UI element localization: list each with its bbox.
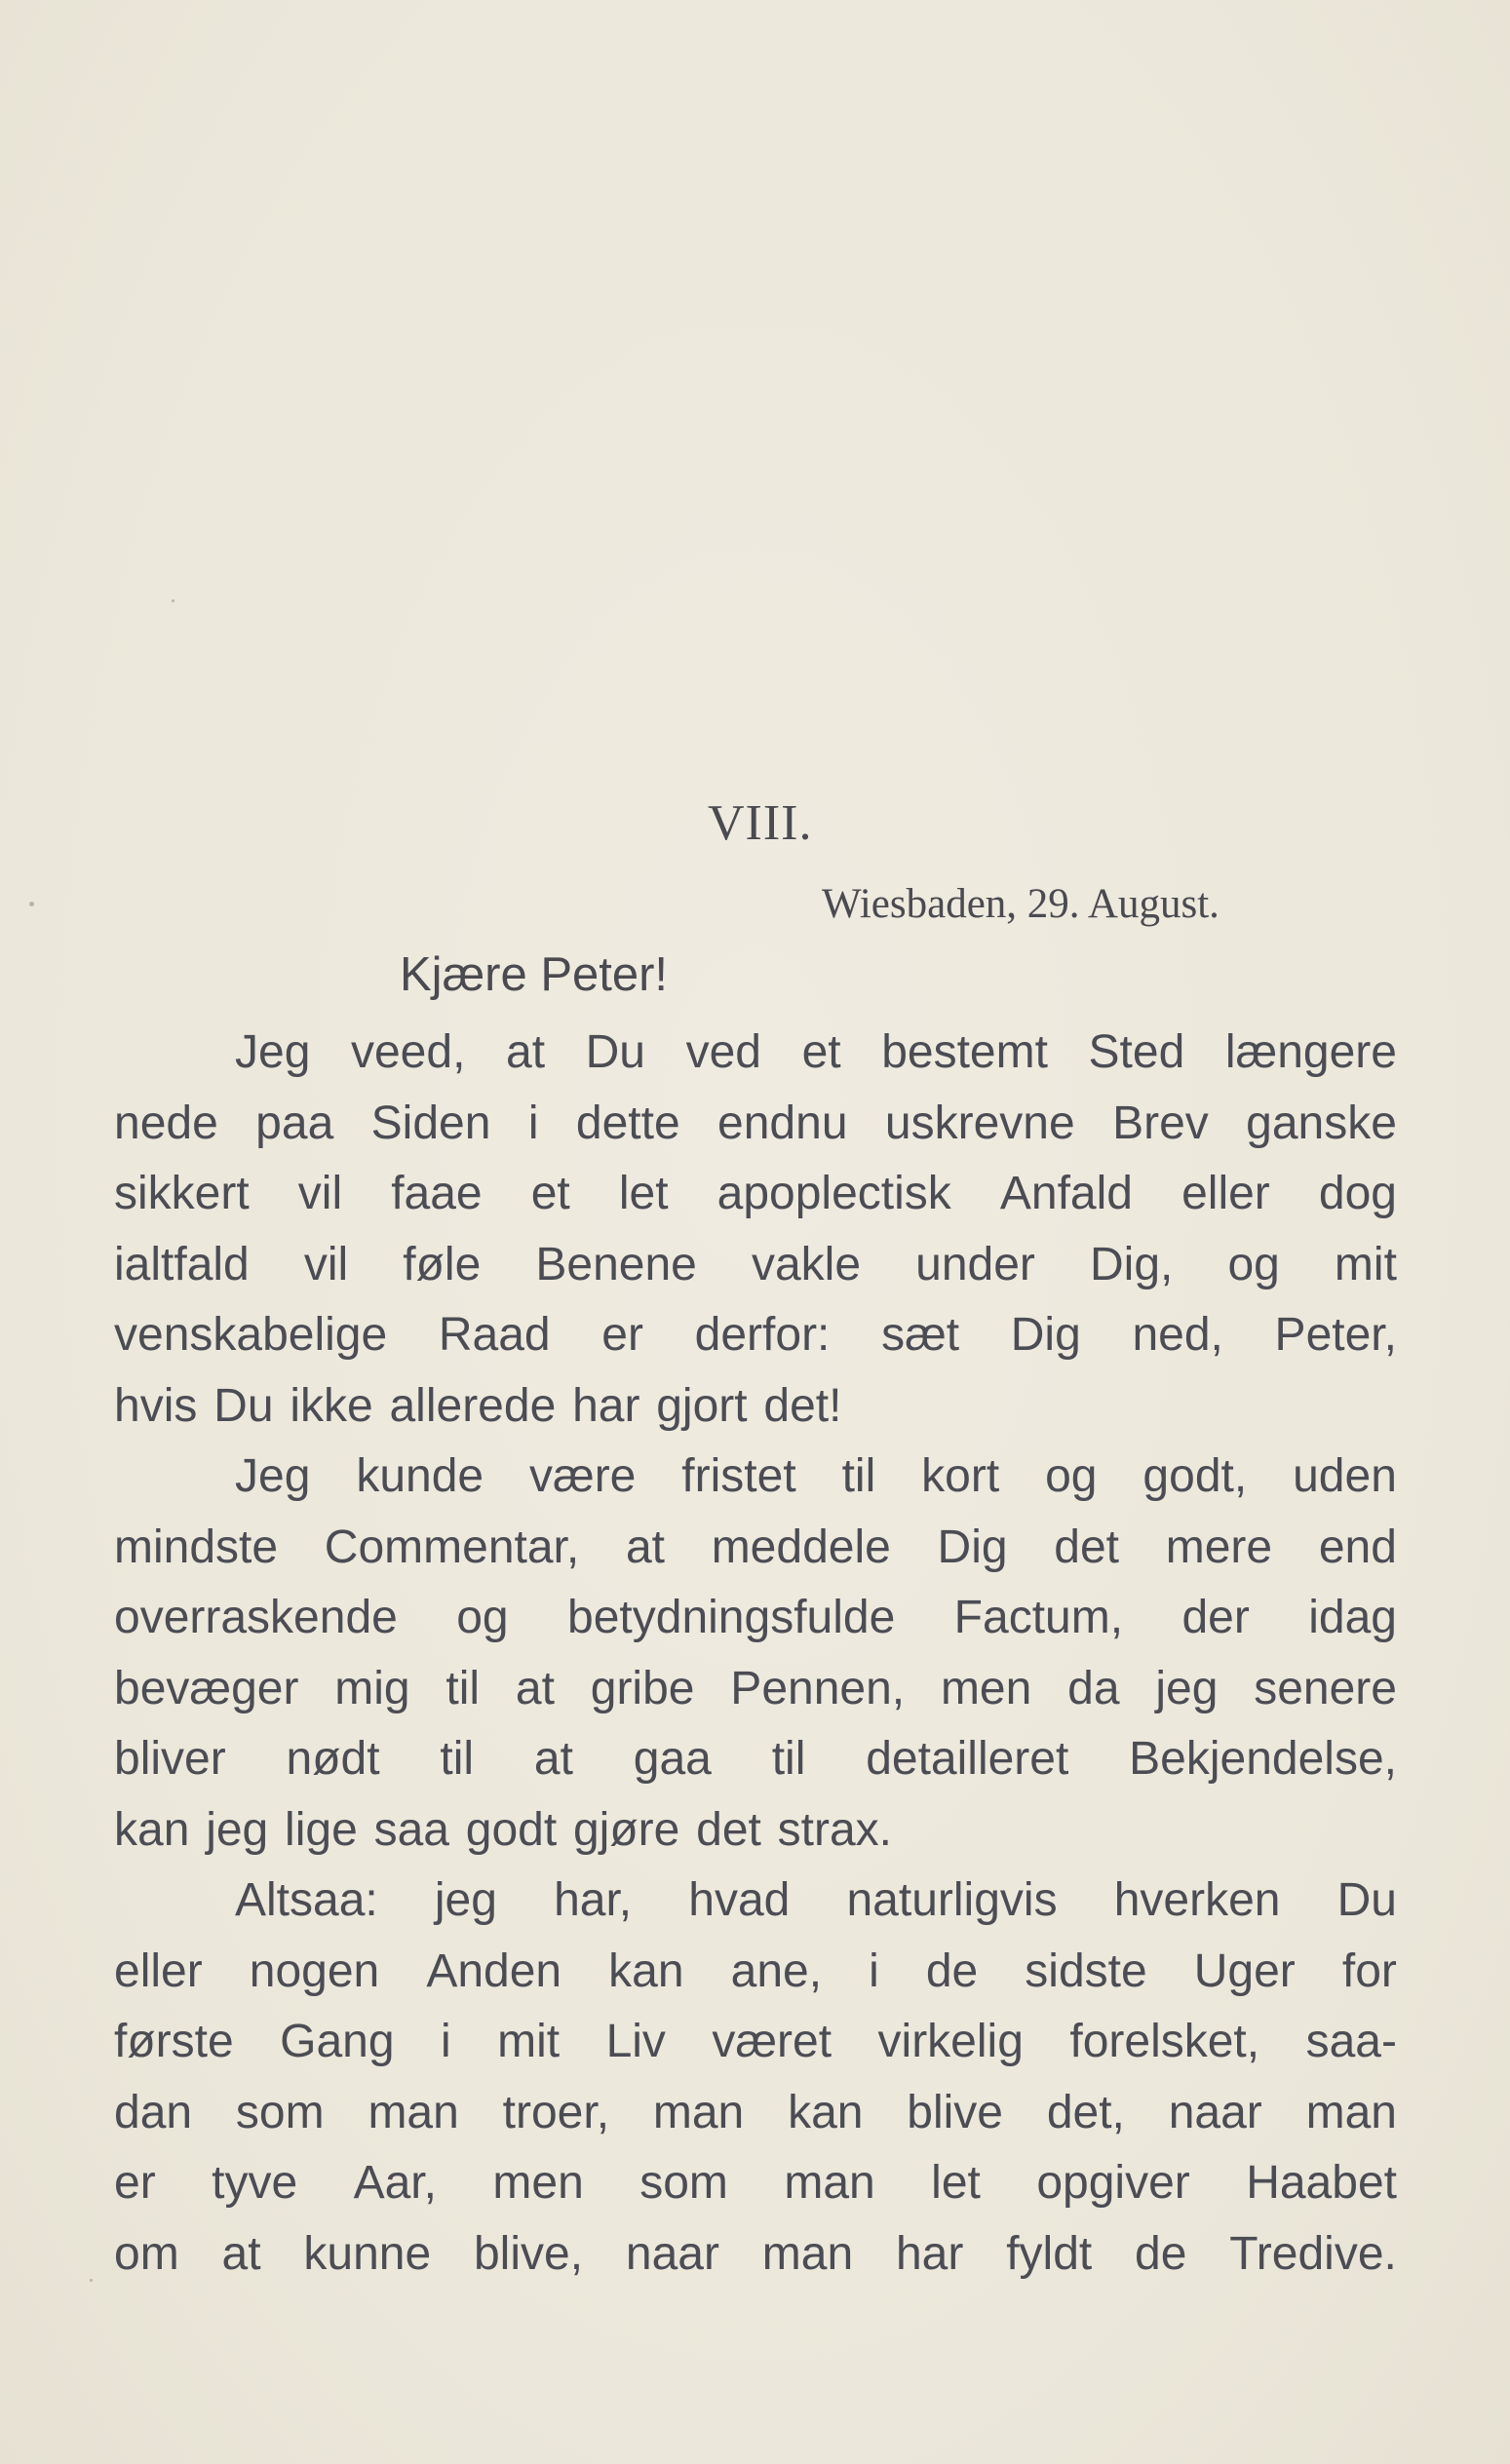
word: let: [931, 2157, 981, 2209]
word: mindste: [114, 1521, 279, 1573]
word: man: [368, 2086, 459, 2138]
word: til: [841, 1450, 876, 1502]
word: kunde: [356, 1450, 484, 1502]
word: ialtfald: [114, 1238, 250, 1290]
word: end: [1318, 1521, 1397, 1573]
word: Liv: [605, 2016, 666, 2067]
text-line: [114, 1513, 1397, 1584]
text-line: [114, 1937, 1397, 2008]
word: for: [1341, 1944, 1397, 1997]
text-line: [114, 1018, 1397, 1089]
word: til: [445, 1662, 481, 1714]
word: Pennen,: [730, 1662, 906, 1714]
word: detailleret: [866, 1733, 1069, 1785]
word: tyve: [212, 2157, 298, 2209]
word: Brev: [1112, 1097, 1209, 1149]
word: apoplectisk: [716, 1168, 951, 1219]
text-line: [114, 1371, 1397, 1443]
word: Du: [1336, 1874, 1397, 1926]
word: Gang: [280, 2016, 395, 2067]
text-line: [114, 2078, 1397, 2149]
word: Siden: [370, 1097, 491, 1149]
word: fristet: [681, 1450, 796, 1502]
word: været: [712, 2016, 832, 2067]
word: faae: [391, 1168, 483, 1219]
word: man: [652, 2086, 745, 2138]
word: føle: [403, 1238, 482, 1290]
word: uden: [1293, 1450, 1397, 1502]
word: naar: [625, 2227, 719, 2280]
word: at: [506, 1026, 546, 1078]
word: paa: [255, 1097, 334, 1149]
word: Sted: [1088, 1026, 1185, 1078]
text-line: [114, 1795, 1397, 1867]
word: naturligvis: [846, 1874, 1058, 1926]
word: fyldt: [1006, 2227, 1093, 2280]
word: kunne: [303, 2227, 432, 2280]
paper-speck: [29, 902, 34, 906]
word: virkelig: [877, 2016, 1024, 2067]
word: at: [625, 1521, 665, 1573]
word: jeg: [1155, 1662, 1219, 1714]
word: længere: [1224, 1026, 1397, 1078]
word: sidste: [1025, 1944, 1147, 1997]
word: dog: [1318, 1168, 1397, 1219]
word: Du: [213, 1379, 274, 1432]
word: uskrevne: [884, 1097, 1075, 1149]
word: Uger: [1193, 1944, 1296, 1997]
word: men: [940, 1662, 1032, 1714]
word: Dig,: [1089, 1238, 1174, 1290]
word: Anfald: [999, 1168, 1133, 1219]
word: sæt: [881, 1309, 960, 1361]
word: dan: [114, 2086, 193, 2138]
word: ved: [685, 1026, 761, 1078]
word: senere: [1254, 1662, 1397, 1714]
word: godt,: [1142, 1450, 1248, 1502]
text-line: [114, 1583, 1397, 1654]
word: i: [441, 2016, 451, 2067]
word: bestemt: [881, 1026, 1048, 1078]
word: mit: [1334, 1238, 1397, 1290]
paper-speck: [172, 599, 174, 602]
word: et: [530, 1168, 570, 1219]
word: ane,: [730, 1944, 823, 1997]
word: har: [572, 1379, 640, 1432]
word: i: [527, 1097, 539, 1149]
word: da: [1067, 1662, 1120, 1714]
word: har: [895, 2227, 964, 2280]
word: at: [515, 1662, 555, 1714]
word: det: [696, 1803, 761, 1856]
word: Du: [585, 1026, 645, 1078]
word: opgiver: [1036, 2157, 1190, 2209]
word: idag: [1308, 1592, 1397, 1643]
word: som: [639, 2157, 728, 2209]
word: ganske: [1246, 1097, 1397, 1149]
word: venskabelige: [114, 1309, 388, 1361]
word: vakle: [751, 1238, 862, 1290]
word: og: [1045, 1450, 1098, 1502]
word: Benene: [535, 1238, 697, 1290]
word: kan: [608, 1944, 684, 1997]
word: vil: [297, 1168, 343, 1219]
word: kan: [788, 2086, 864, 2138]
word: et: [801, 1026, 841, 1078]
word: nede: [114, 1097, 218, 1149]
paper-speck: [90, 2279, 93, 2282]
word: nødt: [286, 1733, 380, 1785]
word: bliver: [114, 1733, 226, 1785]
word: godt: [465, 1803, 558, 1856]
word: til: [440, 1733, 475, 1785]
word: om: [114, 2227, 179, 2280]
word: nogen: [249, 1944, 380, 1997]
word: vil: [303, 1238, 349, 1290]
word: allerede: [389, 1379, 557, 1432]
word: som: [235, 2086, 325, 2138]
word: mig: [334, 1662, 410, 1714]
letter-salutation: Kjære Peter!: [400, 948, 669, 1001]
word: man: [784, 2157, 875, 2209]
word: eller: [114, 1944, 203, 1997]
word: der: [1181, 1592, 1250, 1643]
word: de: [925, 1944, 979, 1997]
text-line: [114, 1089, 1397, 1160]
word: mere: [1165, 1521, 1273, 1573]
text-line: [114, 2219, 1397, 2291]
word: lige: [285, 1803, 358, 1856]
text-line: [114, 1866, 1397, 1937]
word: naar: [1168, 2086, 1262, 2138]
word: er: [601, 1309, 643, 1361]
word: blive,: [473, 2227, 584, 2280]
word: bevæger: [114, 1662, 299, 1714]
word: til: [771, 1733, 806, 1785]
word: har,: [554, 1874, 633, 1926]
letter-dateline: Wiesbaden, 29. August.: [822, 881, 1220, 927]
word: Raad: [438, 1309, 551, 1361]
word: Altsaa:: [235, 1874, 378, 1926]
word: let: [618, 1168, 669, 1219]
letter-body: [114, 1018, 1397, 2290]
word: gjort: [656, 1379, 748, 1432]
text-line: [114, 1654, 1397, 1725]
word: Dig: [1010, 1309, 1081, 1361]
word: men: [492, 2157, 584, 2209]
text-line: [114, 1230, 1397, 1301]
text-line: [114, 1442, 1397, 1513]
word: endnu: [717, 1097, 848, 1149]
word: være: [529, 1450, 637, 1502]
word: man: [761, 2227, 854, 2280]
word: i: [869, 1944, 879, 1997]
word: derfor:: [694, 1309, 831, 1361]
word: dette: [575, 1097, 680, 1149]
word: Haabet: [1246, 2157, 1397, 2209]
word: meddele: [711, 1521, 891, 1573]
word: og: [456, 1592, 509, 1643]
word: første: [114, 2016, 234, 2067]
word: Jeg: [235, 1026, 311, 1078]
text-line: [114, 2148, 1397, 2219]
word: Jeg: [235, 1450, 311, 1502]
chapter-number: VIII.: [708, 795, 813, 851]
word: Anden: [426, 1944, 562, 1997]
word: gjøre: [572, 1803, 680, 1856]
word: og: [1227, 1238, 1280, 1290]
word: troer,: [502, 2086, 610, 2138]
word: blive: [907, 2086, 1003, 2138]
word: under: [915, 1238, 1035, 1290]
word: kan: [114, 1803, 190, 1856]
word: veed,: [350, 1026, 466, 1078]
text-line: [114, 2007, 1397, 2078]
word: saa: [373, 1803, 449, 1856]
word: mit: [497, 2016, 561, 2067]
word: at: [221, 2227, 261, 2280]
word: det: [1054, 1521, 1120, 1573]
word: det,: [1046, 2086, 1125, 2138]
word: saa-: [1305, 2016, 1397, 2067]
word: betydningsfulde: [567, 1592, 896, 1643]
text-line: [114, 1159, 1397, 1230]
word: at: [533, 1733, 573, 1785]
word: forelsket,: [1069, 2016, 1260, 2067]
word: Factum,: [953, 1592, 1124, 1643]
word: sikkert: [114, 1168, 250, 1219]
word: de: [1135, 2227, 1187, 2280]
text-line: [114, 1724, 1397, 1795]
word: eller: [1181, 1168, 1270, 1219]
word: gaa: [633, 1733, 712, 1785]
word: Bekjendelse,: [1129, 1733, 1397, 1785]
word: Peter,: [1274, 1309, 1397, 1361]
word: hvad: [688, 1874, 791, 1926]
word: gribe: [590, 1662, 695, 1714]
word: det!: [763, 1379, 842, 1432]
word: Aar,: [353, 2157, 437, 2209]
word: ikke: [290, 1379, 373, 1432]
word: kort: [921, 1450, 1000, 1502]
word: overraskende: [114, 1592, 398, 1643]
word: strax.: [777, 1803, 893, 1856]
word: Dig: [937, 1521, 1008, 1573]
word: man: [1305, 2086, 1397, 2138]
word: hvis: [114, 1379, 198, 1432]
word: er: [114, 2157, 156, 2209]
word: jeg: [434, 1874, 497, 1926]
word: hverken: [1113, 1874, 1281, 1926]
word: Tredive.: [1229, 2227, 1397, 2280]
word: jeg: [206, 1803, 269, 1856]
word: ned,: [1132, 1309, 1223, 1361]
word: Commentar,: [324, 1521, 580, 1573]
text-line: [114, 1300, 1397, 1371]
